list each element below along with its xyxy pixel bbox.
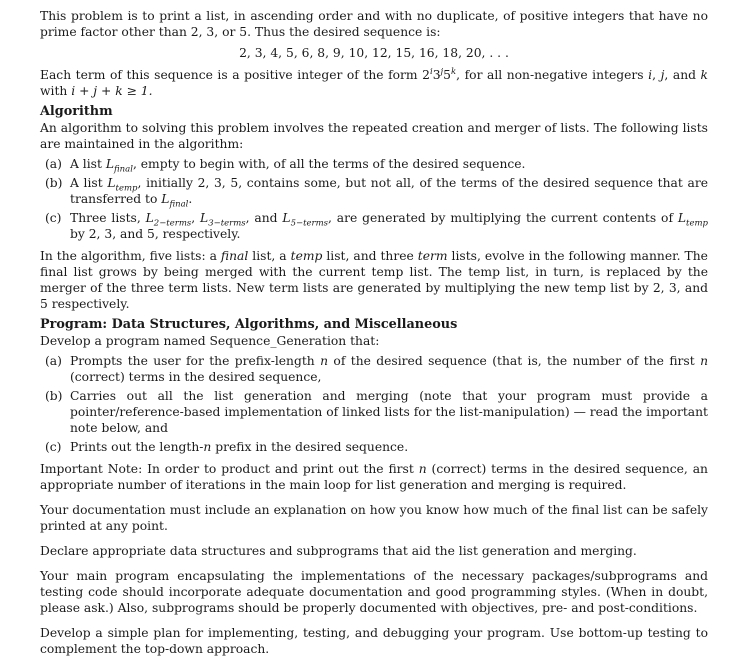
program-intro: Develop a program named Sequence_Generation that: — [40, 334, 380, 348]
item-label: (c) — [45, 211, 62, 225]
program-item-b — [40, 388, 708, 436]
constraint: i + j + k ≥ 1. — [71, 84, 153, 98]
program-item-c — [40, 439, 708, 455]
var-n: n — [700, 354, 708, 368]
item-label: (b) — [45, 176, 63, 190]
item-text: by 2, 3, and 5, respectively. — [70, 227, 241, 241]
form-text-a: Each term of this sequence is a positive integer of the form 2 — [40, 68, 430, 82]
sequence-display: 2, 3, 4, 5, 6, 8, 9, 10, 12, 15, 16, 18, 20, . . . — [239, 46, 509, 60]
note-text: Important Note: In order to product and print out the first — [40, 462, 414, 476]
L-symbol: L — [145, 211, 154, 225]
subscript-3-terms: 3−terms — [208, 218, 246, 229]
algorithm-item-a — [40, 156, 708, 175]
para-text: list, and three — [326, 249, 414, 263]
var-n: n — [418, 462, 427, 476]
form-text-c: and — [672, 68, 696, 82]
note-text: (correct) terms in the desired sequence, an appropriate number of iterations in the main loop for list generation and merging is required. — [40, 462, 708, 492]
form-text-b: for all non-negative integers — [464, 68, 644, 82]
item-text: (correct) terms in the desired sequence, — [70, 370, 322, 384]
L-symbol: L — [677, 211, 687, 225]
important-note — [40, 461, 708, 493]
item-text: A list — [70, 176, 103, 190]
subscript-temp: temp — [115, 183, 138, 194]
algorithm-list — [40, 156, 708, 242]
item-text: . — [188, 192, 193, 206]
emph-temp: temp — [290, 249, 323, 263]
emph-term: term — [417, 249, 448, 263]
item-text: , empty to begin with, of all the terms of the desired sequence. — [132, 157, 526, 171]
para-text: lists, evolve in the following manner. The final list grows by being merged with the current temp list. The temp list, in turn, is replaced by the merger of the three term lists. New term lists are generated by multiplying the new temp list by 2, 3, and 5 respectively. — [40, 249, 708, 311]
algorithm-intro: An algorithm to solving this problem involves the repeated creation and merger of lists. The following lists are maintained in the algorithm: — [40, 121, 708, 151]
L-symbol: L — [107, 176, 116, 190]
algorithm-heading: Algorithm — [40, 104, 113, 119]
subscript-5-terms: 5−terms — [290, 218, 329, 229]
item-text: of the desired sequence (that is, the number of the first — [333, 354, 695, 368]
item-label: (a) — [45, 157, 62, 171]
item-label: (a) — [45, 354, 62, 368]
var-i: i — [648, 68, 653, 82]
program-list — [40, 353, 708, 455]
item-text: Prints out the length- — [70, 440, 204, 454]
main-program-note: Your main program encapsulating the implementations of the necessary packages/subprograms and testing code should incorporate adequate documentation and good programming styles. (When in doubt, please ask.) Also, subprograms should be properly documented with objectives, pre- and post-conditions. — [40, 569, 708, 615]
base-3: 3 — [432, 68, 441, 82]
exp-j: j — [440, 66, 444, 77]
intro-paragraph: This problem is to print a list, in ascending order and with no duplicate, of positive integers that have no prime factor other than 2, 3, or 5. Thus the desired sequence is: — [40, 9, 708, 39]
exp-i: i — [429, 66, 433, 77]
algorithm-item-b — [40, 175, 708, 210]
L-symbol: L — [105, 157, 115, 171]
L-symbol: L — [282, 211, 291, 225]
program-item-a — [40, 353, 708, 385]
form-text-d: with — [40, 84, 68, 98]
var-n: n — [320, 354, 329, 368]
item-text: A list — [70, 157, 102, 171]
subscript-final: final — [169, 199, 189, 210]
base-5: 5 — [443, 68, 451, 82]
subscript-temp: temp — [686, 218, 708, 229]
item-text: Three lists, — [70, 211, 141, 225]
para-text: list, a — [252, 249, 287, 263]
form-paragraph: Each term of this sequence is a positive integer of the form 2$^i$3$^j$5$^k$, for all non-negative integers i, j, and k with i + j + k ≥ 1. — [40, 66, 708, 98]
L-symbol: L — [161, 192, 170, 206]
item-text: Carries out all the list generation and merging (note that your program must provide a pointer/reference-based implementation of linked lists for the list-manipulation) — read the important note below, and — [70, 389, 708, 435]
emph-final: final — [220, 249, 249, 263]
var-j: j — [660, 68, 665, 82]
item-text: prefix in the desired sequence. — [215, 440, 409, 454]
var-k: k — [700, 68, 708, 82]
exp-k: k — [450, 66, 457, 77]
item-label: (b) — [45, 389, 63, 403]
program-heading: Program: Data Structures, Algorithms, and Miscellaneous — [40, 317, 458, 332]
documentation-note: Your documentation must include an explanation on how you know how much of the final list can be safely printed at any point. — [40, 503, 708, 533]
subscript-2-terms: 2−terms — [153, 218, 192, 229]
item-text: , are generated by multiplying the current contents of — [328, 211, 673, 225]
plan-note: Develop a simple plan for implementing, testing, and debugging your program. Use bottom-up testing to complement the top-down approach. — [40, 626, 708, 656]
var-n: n — [203, 440, 212, 454]
declare-note: Declare appropriate data structures and subprograms that aid the list generation and merging. — [40, 544, 637, 558]
subscript-final: final — [114, 164, 133, 175]
L-symbol: L — [200, 211, 209, 225]
para-text: In the algorithm, five lists: a — [40, 249, 217, 263]
algorithm-paragraph — [40, 248, 708, 312]
item-label: (c) — [45, 440, 62, 454]
algorithm-item-c: (c) Three lists, $L_{2-terms}$, $L_{3-terms}$, and $L_{5-terms}$, are generated by multiplying the current contents of $L_{temp}$ by 2, 3, and 5, respectively. — [45, 211, 708, 241]
item-text: , initially 2, 3, 5, contains some, but not all, of the terms of the desired sequence that are transferred to — [70, 176, 708, 206]
item-text: Prompts the user for the prefix-length — [70, 354, 315, 368]
